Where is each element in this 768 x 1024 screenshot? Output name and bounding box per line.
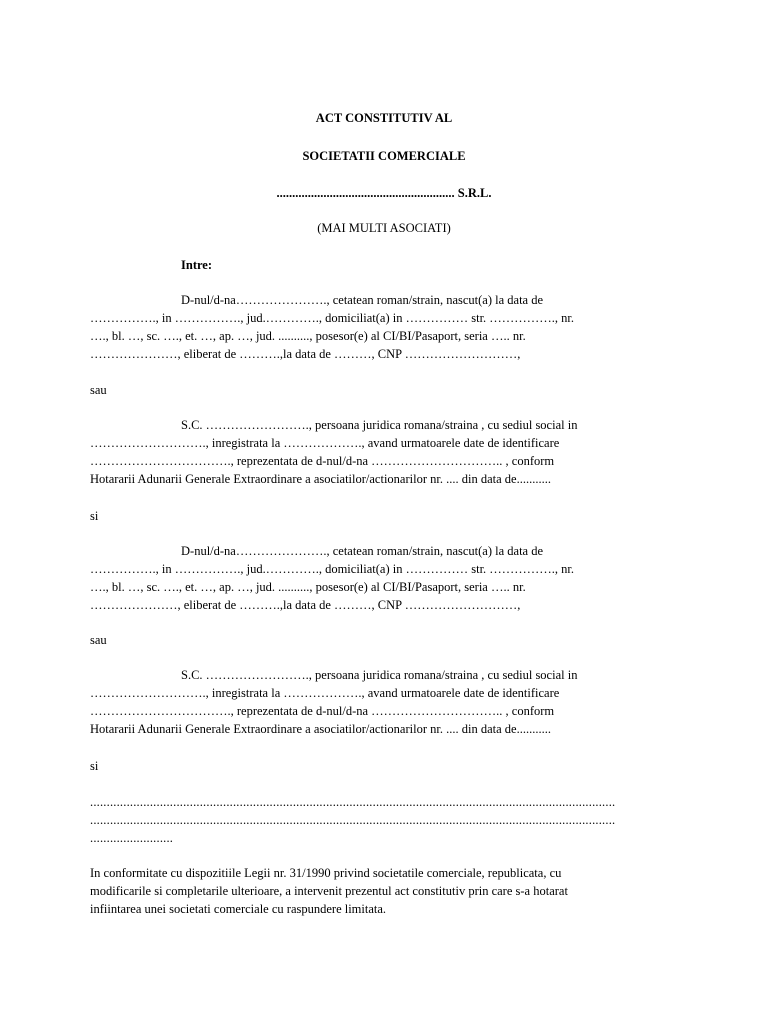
- company-1-line-4: Hotararii Adunarii Generale Extraordinare a asociatilor/actionarilor nr. .... din data de...........: [90, 472, 551, 486]
- title-line-2: SOCIETATII COMERCIALE: [302, 149, 466, 163]
- dotted-line-3: .........................: [90, 831, 174, 845]
- person-1-line-2: ……………., in ……………., jud.…………., domiciliat(a) in …………… str. ……………., nr.: [90, 311, 575, 325]
- company-2-line-4: Hotararii Adunarii Generale Extraordinare a asociatilor/actionarilor nr. .... din data de...........: [90, 722, 551, 736]
- person-2-line-1: D-nul/d-na…………………., cetatean roman/strain, nascut(a) la data de: [181, 544, 544, 558]
- company-2-line-3: ……………………………., reprezentata de d-nul/d-na ………………………….. , conform: [90, 704, 555, 718]
- sau-1: sau: [90, 383, 107, 397]
- subtitle: (MAI MULTI ASOCIATI): [317, 221, 451, 235]
- company-2-line-2: ………………………., inregistrata la ………………., avand urmatoarele date de identificare: [90, 686, 560, 700]
- person-1-line-3: …., bl. …, sc. …., et. …, ap. …, jud. .........., posesor(e) al CI/BI/Pasaport, seria ….. nr.: [90, 329, 526, 343]
- si-2: si: [90, 759, 99, 773]
- si-1: si: [90, 509, 99, 523]
- company-name-placeholder: ......................................................... S.R.L.: [276, 186, 492, 200]
- person-1-line-1: D-nul/d-na…………………., cetatean roman/strain, nascut(a) la data de: [181, 293, 544, 307]
- company-1-line-1: S.C. ……………………., persoana juridica romana/straina , cu sediul social in: [181, 418, 578, 432]
- company-1-line-3: ……………………………., reprezentata de d-nul/d-na ………………………….. , conform: [90, 454, 555, 468]
- company-1-line-2: ………………………., inregistrata la ………………., avand urmatoarele date de identificare: [90, 436, 560, 450]
- sau-2: sau: [90, 633, 107, 647]
- conclusion-line-3: infiintarea unei societati comerciale cu raspundere limitata.: [90, 902, 387, 916]
- intre-label: Intre:: [181, 258, 213, 272]
- conclusion-line-2: modificarile si completarile ulterioare, a intervenit prezentul act constitutiv prin care s-a hotarat: [90, 884, 568, 898]
- conclusion-line-1: In conformitate cu dispozitiile Legii nr. 31/1990 privind societatile comerciale, republicata, cu: [90, 866, 562, 880]
- person-1-line-4: …………………, eliberat de ……….,la data de ………, CNP ………………………,: [90, 347, 521, 361]
- person-2-line-4: …………………, eliberat de ……….,la data de ………, CNP ………………………,: [90, 598, 521, 612]
- dotted-line-2: ..............................................................................................................................................................: [90, 813, 616, 827]
- person-2-line-3: …., bl. …, sc. …., et. …, ap. …, jud. .........., posesor(e) al CI/BI/Pasaport, seria ….. nr.: [90, 580, 526, 594]
- person-2-line-2: ……………., in ……………., jud.…………., domiciliat(a) in …………… str. ……………., nr.: [90, 562, 575, 576]
- title-line-1: ACT CONSTITUTIV AL: [315, 111, 453, 125]
- company-2-line-1: S.C. ……………………., persoana juridica romana/straina , cu sediul social in: [181, 668, 578, 682]
- dotted-line-1: ..............................................................................................................................................................: [90, 795, 616, 809]
